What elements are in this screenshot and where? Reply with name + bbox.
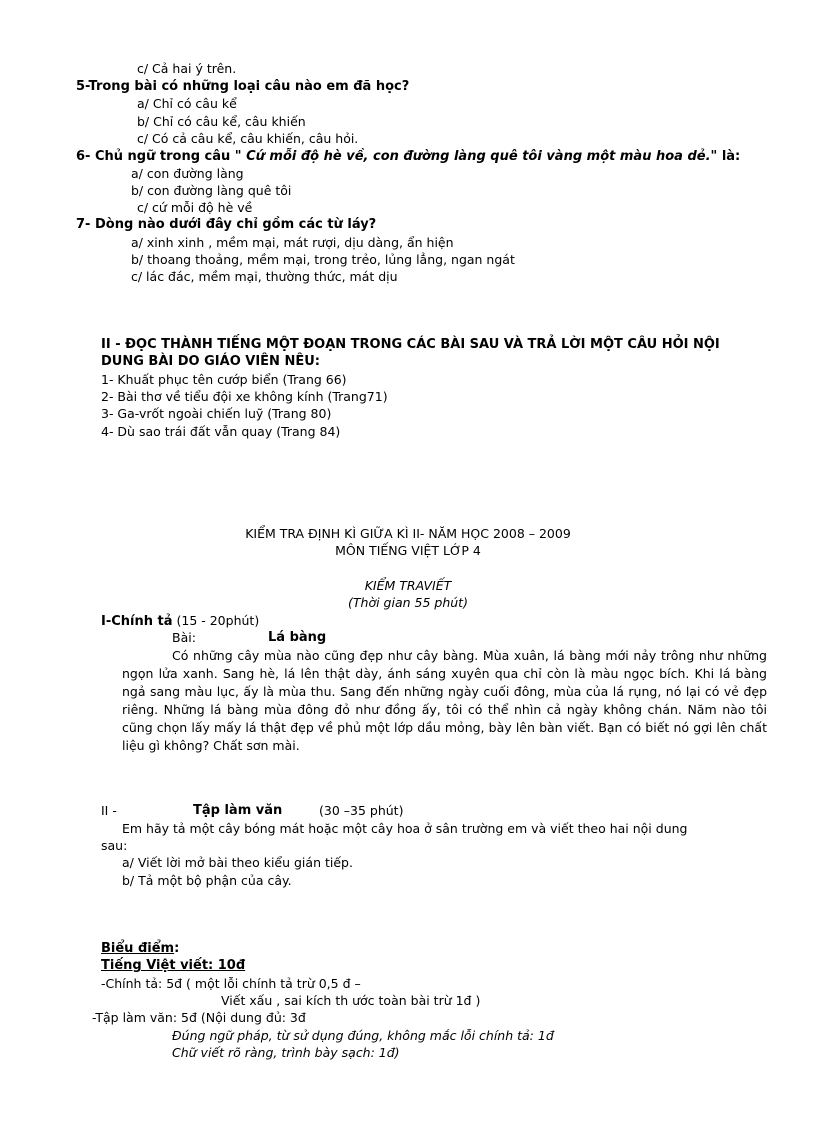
scoring-title-text: Biểu điểm — [101, 941, 175, 956]
dictation-bai-title: Lá bàng — [268, 630, 327, 645]
oral-title-line2: DUNG BÀI DO GIÁO VIÊN NÊU: — [101, 354, 320, 369]
q6-suffix: " là: — [710, 149, 741, 164]
scoring-line-1: -Chính tả: 5đ ( một lỗi chính tả trừ 0,5 đ – — [101, 976, 361, 991]
essay-option-b: b/ Tả một bộ phận của cây. — [122, 873, 292, 888]
essay-time: (30 –35 phút) — [319, 803, 404, 818]
dictation-text: Có những cây mùa nào cũng đẹp như cây bàng. Mùa xuân, lá bàng mới nảy trông như những ngọn lửa xanh. Sang hè, lá lên thật dày, ánh sáng xuyên qua chỉ còn là màu ngọc bích. Khi lá bàng ngả sang màu lục, ấy là mùa thu. Sang đến những ngày cuối đông, mùa của lá rụng, nó lại có vẻ đẹp riêng. Những lá bàng mùa đông đỏ như đồng ấy, tôi có thể nhìn cả ngày không chán. Năm nào tôi cũng chọn lấy mấy lá thật đẹp về phủ một lớp dầu mỏng, bày lên bàn viết. Bạn có biết nó gợi lên chất liệu gì không? Chất sơn mài. — [122, 648, 767, 753]
q6-option-a: a/ con đường làng — [131, 166, 244, 181]
dictation-bai-label: Bài: — [172, 630, 196, 645]
q5-option-c: c/ Có cả câu kể, câu khiến, câu hỏi. — [137, 131, 359, 146]
q6-option-b: b/ con đường làng quê tôi — [131, 183, 292, 198]
q7-option-a: a/ xinh xinh , mềm mại, mát rượi, dịu dàng, ẩn hiện — [131, 235, 454, 250]
scoring-line-4: Đúng ngữ pháp, từ sử dụng đúng, không mắc lỗi chính tả: 1đ — [172, 1028, 554, 1043]
q7-option-b: b/ thoang thoảng, mềm mại, trong trẻo, lủng lẳng, ngan ngát — [131, 252, 515, 267]
oral-item-2: 2- Bài thơ về tiểu đội xe không kính (Trang71) — [101, 389, 388, 404]
scoring-subtitle: Tiếng Việt viết: 10đ — [101, 958, 246, 973]
oral-item-4: 4- Dù sao trái đất vẫn quay (Trang 84) — [101, 424, 341, 439]
exam-header-2: MÔN TIẾNG VIỆT LỚP 4 — [335, 543, 481, 558]
dictation-heading — [101, 612, 259, 630]
oral-item-1: 1- Khuất phục tên cướp biển (Trang 66) — [101, 372, 347, 387]
q6-quoted-sentence: Cứ mỗi độ hè về, con đường làng quê tôi vàng một màu hoa dẻ. — [241, 149, 711, 164]
essay-prompt-line1: Em hãy tả một cây bóng mát hoặc một cây hoa ở sân trường em và viết theo hai nội dung — [122, 821, 688, 836]
q4-option-c: c/ Cả hai ý trên. — [137, 61, 237, 76]
essay-option-a: a/ Viết lời mở bài theo kiểu gián tiếp. — [122, 855, 353, 870]
scoring-title-colon: : — [174, 941, 180, 956]
scoring-line-5: Chữ viết rõ ràng, trình bày sạch: 1đ) — [172, 1045, 400, 1060]
scoring-line-3: -Tập làm văn: 5đ (Nội dung đủ: 3đ — [92, 1010, 306, 1025]
dictation-label: I-Chính tả — [101, 614, 173, 629]
scoring-line-2: Viết xấu , sai kích th ước toàn bài trừ 1đ ) — [221, 993, 481, 1008]
dictation-time: (15 - 20phút) — [172, 613, 260, 628]
q6-prefix: 6- Chủ ngữ trong câu " — [76, 149, 242, 164]
exam-header-1: KIỂM TRA ĐỊNH KÌ GIỮA KÌ II- NĂM HỌC 2008 – 2009 — [245, 526, 571, 541]
exam-subtitle-1: KIỂM TRAVIẾT — [364, 578, 452, 593]
q5-option-b: b/ Chỉ có câu kể, câu khiến — [137, 114, 306, 129]
q6-title — [76, 148, 740, 165]
essay-prompt-line2: sau: — [101, 838, 128, 853]
q7-option-c: c/ lác đác, mềm mại, thường thức, mát dịu — [131, 269, 398, 284]
oral-title-line1: II - ĐỌC THÀNH TIẾNG MỘT ĐOẠN TRONG CÁC BÀI SAU VÀ TRẢ LỜI MỘT CÂU HỎI NỘI — [101, 337, 720, 352]
q7-title: 7- Dòng nào dưới đây chỉ gồm các từ láy? — [76, 217, 377, 232]
exam-subtitle-2: (Thời gian 55 phút) — [348, 595, 468, 610]
q5-option-a: a/ Chỉ có câu kể — [137, 96, 237, 111]
q6-option-c: c/ cứ mỗi độ hè về — [137, 200, 253, 215]
scoring-title — [101, 940, 179, 957]
essay-label: Tập làm văn — [193, 803, 283, 818]
oral-item-3: 3- Ga-vrốt ngoài chiến luỹ (Trang 80) — [101, 406, 332, 421]
q5-title: 5-Trong bài có những loại câu nào em đã học? — [76, 79, 410, 94]
essay-number: II - — [101, 803, 117, 818]
